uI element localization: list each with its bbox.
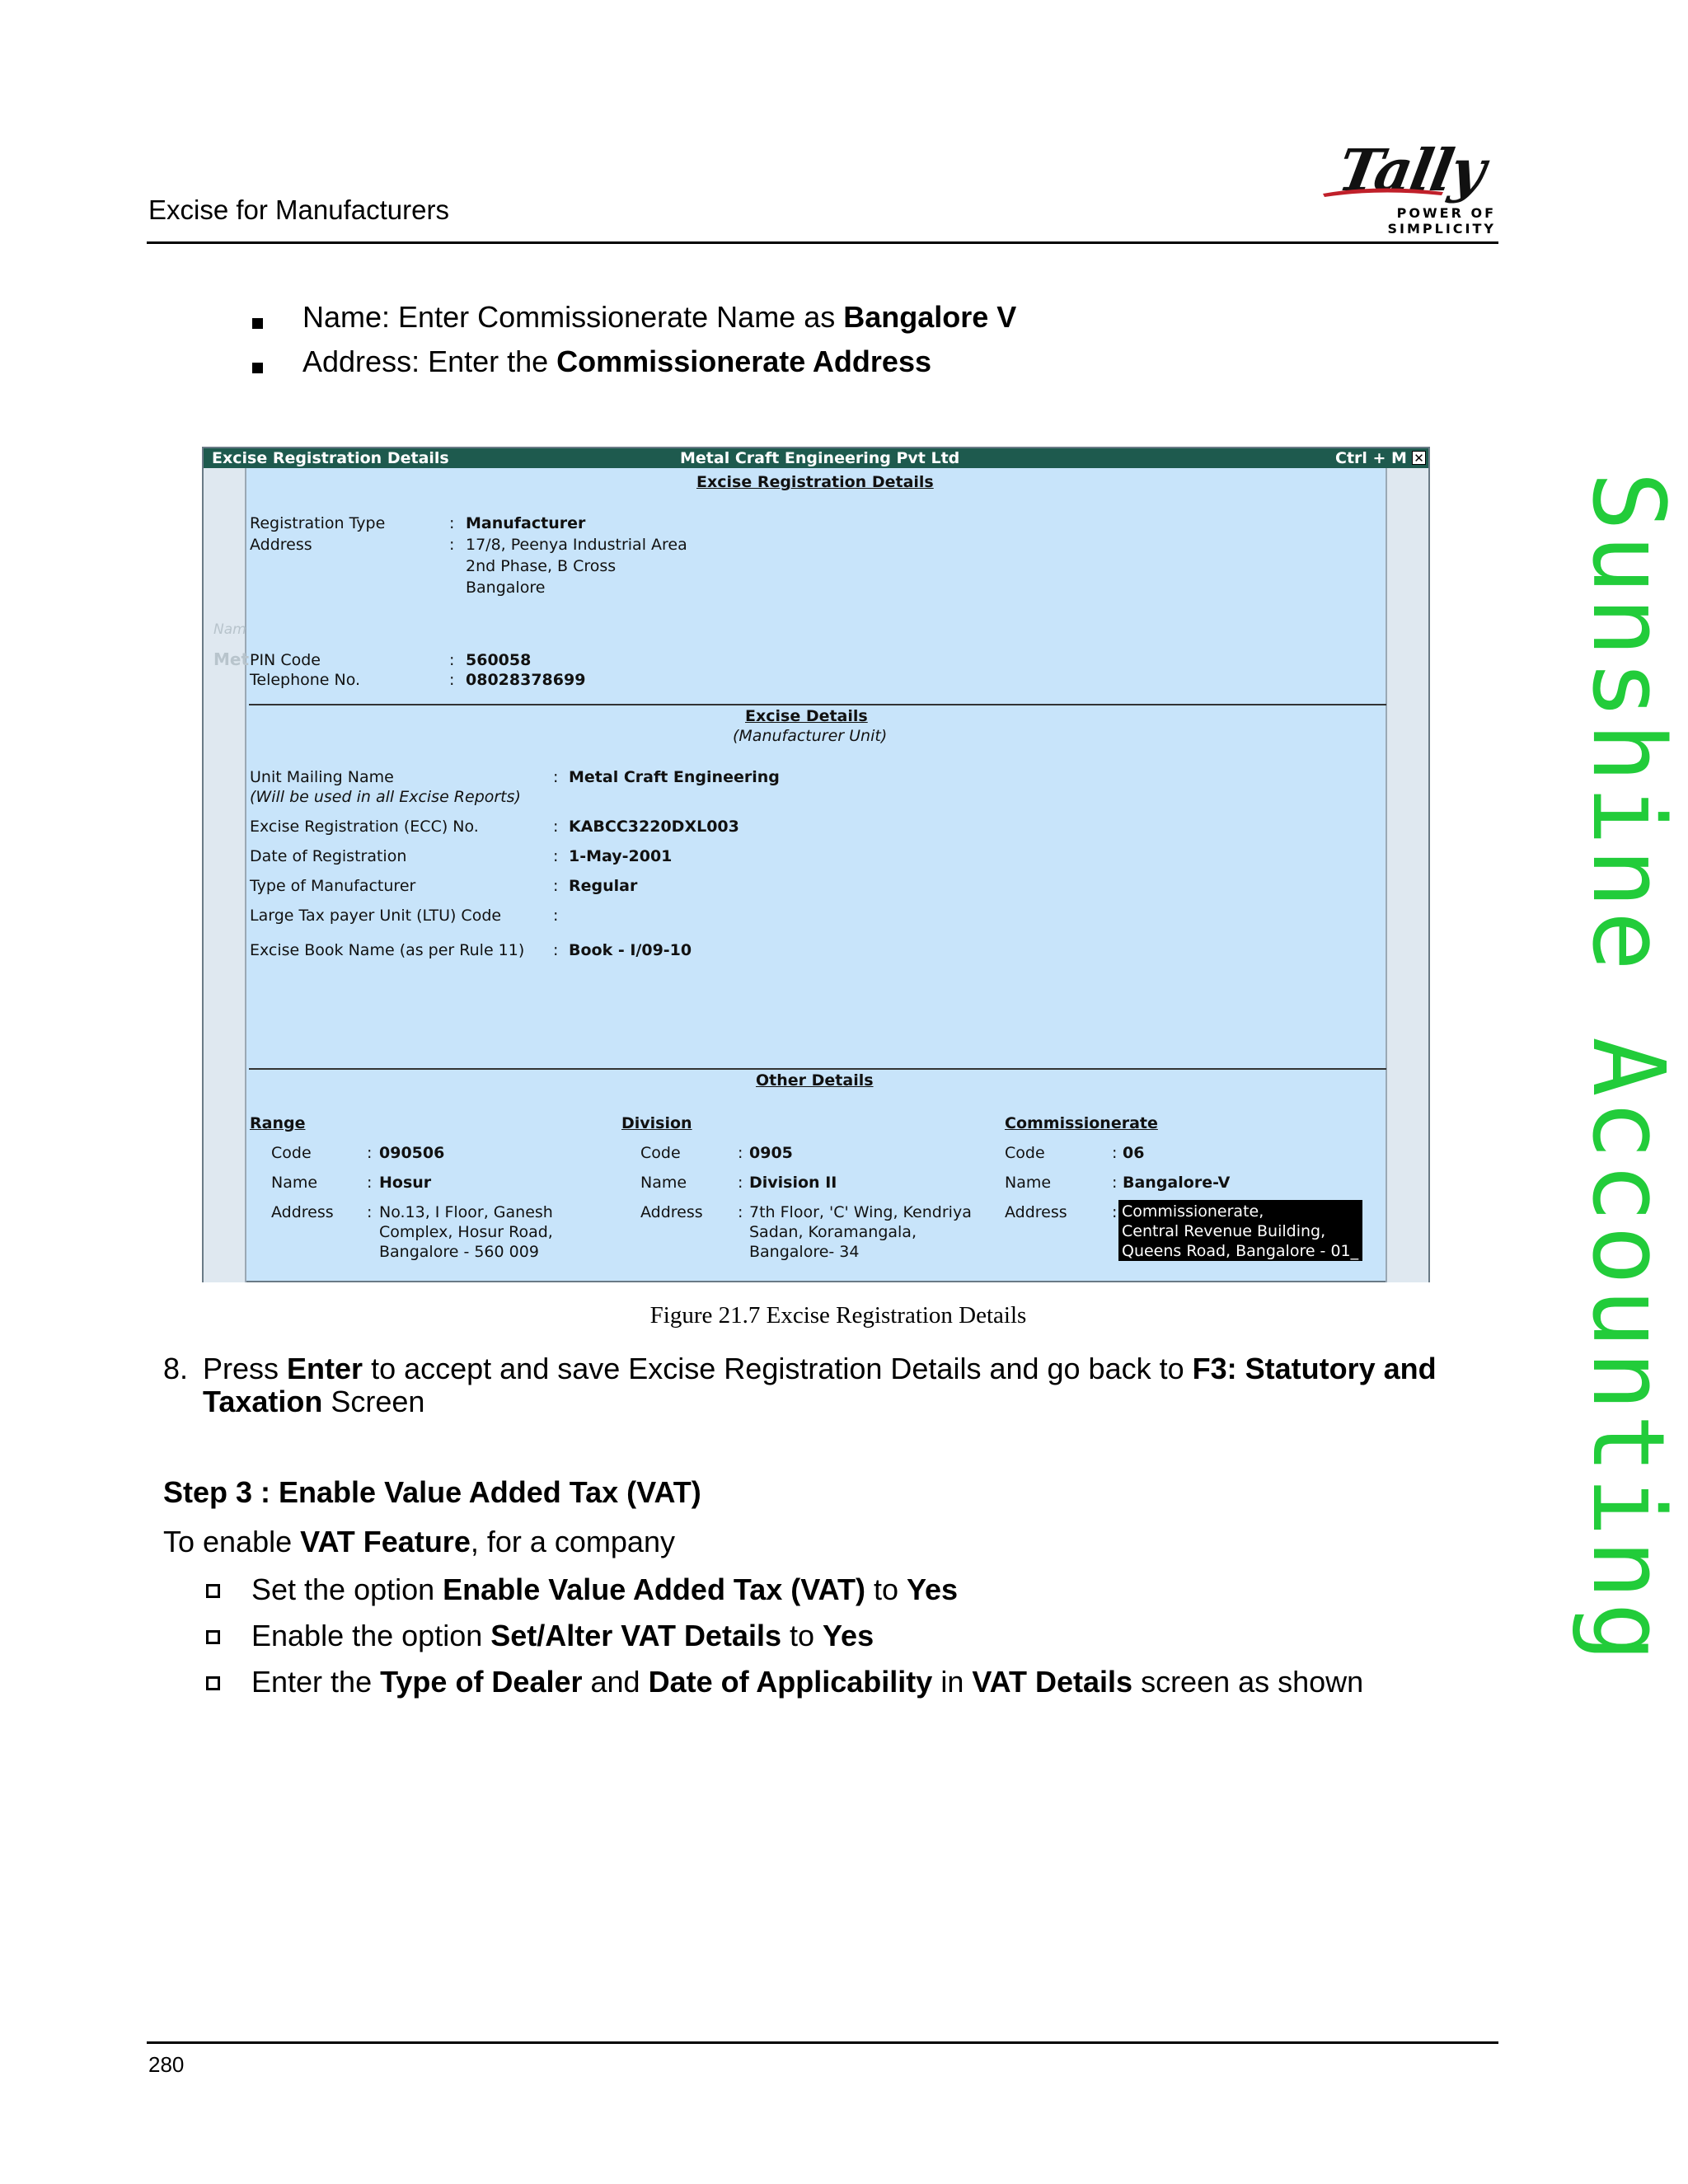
- left-panel: [204, 468, 250, 1282]
- step-3-heading: Step 3 : Enable Value Added Tax (VAT): [163, 1475, 701, 1509]
- other-details-heading: Other Details: [756, 1071, 874, 1090]
- commissionerate-name-value[interactable]: Bangalore-V: [1123, 1174, 1231, 1192]
- division-address-line[interactable]: 7th Floor, 'C' Wing, Kendriya: [749, 1203, 972, 1221]
- bullet-square-icon: [252, 318, 263, 329]
- bullet-hollow-square-icon: [206, 1584, 220, 1598]
- range-address-line[interactable]: Complex, Hosur Road,: [379, 1223, 553, 1241]
- excise-registration-screen: Excise Registration Details Metal Craft Engineering Pvt Ltd Ctrl + M ✕ Nam Met Excise Registration Details Registration Type : Manufacturer Address : 17/8, Peenya Industrial Area 2nd Phase, B Cross Bangalore PIN Code : 560058 Telephone No. : 08028378699 Excise Details (Manufacturer Unit) Unit Mailing Name : Metal Craft Engineering (Will be used in all Excise Reports) Excise Registration (ECC) No. : KABCC3220DXL003 Date of Registration : 1-May-2001 Type of Manufacturer : Regular Large Tax payer Unit (LTU) Code : Excise Book Name (as per Rule 11) : Book - I/09-10 Other Details Range Code : 090506 Name : Hosur Address : No.13, I Floor, Ganesh Complex, Hosur Road, Bangalore - 560 009 Division Code : 0905 Name : Division II Address : 7th Floor, 'C' Wing, Kendriya Sadan, Koramangala, Bangalore- 34 Commissionerate Code : 06 Name : Bangalore-V Address : Commissionerate, Central Revenue Building, Queens Road, Bangalore - 01_: [202, 447, 1430, 1282]
- division-name-label: Name: [640, 1174, 687, 1192]
- pin-code-label: PIN Code: [250, 651, 321, 669]
- vat-bullet: Enable the option Set/Alter VAT Details to Yes: [251, 1619, 874, 1652]
- range-heading: Range: [250, 1114, 306, 1132]
- tally-logo: [1290, 136, 1496, 237]
- screen-company-name: Metal Craft Engineering Pvt Ltd: [680, 449, 960, 467]
- date-of-registration-label: Date of Registration: [250, 847, 407, 865]
- range-address-line[interactable]: No.13, I Floor, Ganesh: [379, 1203, 553, 1221]
- type-of-manufacturer-value[interactable]: Regular: [569, 877, 638, 895]
- bullet-address: Address: Enter the Commissionerate Address: [302, 344, 931, 378]
- ecc-number-label: Excise Registration (ECC) No.: [250, 818, 479, 836]
- excise-details-subheading: (Manufacturer Unit): [733, 727, 888, 745]
- document-header-title: Excise for Manufacturers: [148, 194, 449, 225]
- vat-bullet: Set the option Enable Value Added Tax (VAT) to Yes: [251, 1572, 959, 1606]
- watermark: Sunshine Accounting: [1570, 471, 1685, 1666]
- ecc-number-value[interactable]: KABCC3220DXL003: [569, 818, 739, 836]
- division-address-line[interactable]: Sadan, Koramangala,: [749, 1223, 917, 1241]
- range-address-line[interactable]: Bangalore - 560 009: [379, 1243, 539, 1261]
- division-code-label: Code: [640, 1144, 681, 1162]
- unit-mailing-name-label: Unit Mailing Name: [250, 768, 394, 786]
- commissionerate-name-label: Name: [1005, 1174, 1052, 1192]
- bullet-square-icon: [252, 363, 263, 373]
- range-code-label: Code: [271, 1144, 312, 1162]
- division-address-line[interactable]: Bangalore- 34: [749, 1243, 860, 1261]
- unit-mailing-name-value[interactable]: Metal Craft Engineering: [569, 768, 780, 786]
- commissionerate-heading: Commissionerate: [1005, 1114, 1158, 1132]
- figure-caption: Figure 21.7 Excise Registration Details: [649, 1302, 1027, 1329]
- logo-wordmark: Tally: [1333, 136, 1489, 204]
- logo-swoosh-icon: [1321, 185, 1445, 199]
- ghost-company-label: Met: [213, 649, 250, 669]
- page-number: 280: [148, 2052, 185, 2077]
- ghost-name-label: Nam: [213, 621, 246, 638]
- range-name-value[interactable]: Hosur: [379, 1174, 432, 1192]
- registration-type-label: Registration Type: [250, 514, 386, 532]
- bullet-hollow-square-icon: [206, 1630, 220, 1644]
- telephone-value[interactable]: 08028378699: [466, 671, 586, 689]
- screen-title-left: Excise Registration Details: [212, 449, 449, 467]
- logo-tagline: POWER OF SIMPLICITY: [1387, 205, 1496, 237]
- address-line[interactable]: Bangalore: [466, 579, 546, 597]
- bullet-hollow-square-icon: [206, 1676, 220, 1690]
- step-8-text: Press Enter to accept and save Excise Registration Details and go back to F3: Statutory and: [203, 1352, 1437, 1385]
- division-address-label: Address: [640, 1203, 703, 1221]
- address-label: Address: [250, 536, 312, 554]
- telephone-label: Telephone No.: [250, 671, 361, 689]
- commissionerate-code-value[interactable]: 06: [1123, 1144, 1145, 1162]
- range-code-value[interactable]: 090506: [379, 1144, 445, 1162]
- step-8-text-line2: Taxation Screen: [203, 1385, 425, 1418]
- division-code-value[interactable]: 0905: [749, 1144, 793, 1162]
- vat-bullet: Enter the Type of Dealer and Date of Applicability in VAT Details screen as shown: [251, 1665, 1364, 1699]
- pin-code-value[interactable]: 560058: [466, 651, 532, 669]
- ltu-code-label: Large Tax payer Unit (LTU) Code: [250, 907, 502, 925]
- commissionerate-address-input[interactable]: Commissionerate, Central Revenue Building, Queens Road, Bangalore - 01_: [1118, 1200, 1362, 1261]
- excise-details-heading: Excise Details: [745, 707, 868, 725]
- step-8-number: 8.: [163, 1352, 189, 1385]
- address-line[interactable]: 2nd Phase, B Cross: [466, 557, 617, 575]
- bullet-name: Name: Enter Commissionerate Name as Bangalore V: [302, 300, 1017, 334]
- type-of-manufacturer-label: Type of Manufacturer: [250, 877, 416, 895]
- excise-book-name-label: Excise Book Name (as per Rule 11): [250, 941, 525, 959]
- excise-book-name-value[interactable]: Book - I/09-10: [569, 941, 692, 959]
- division-heading: Division: [621, 1114, 692, 1132]
- registration-type-value[interactable]: Manufacturer: [466, 514, 586, 532]
- division-name-value[interactable]: Division II: [749, 1174, 837, 1192]
- unit-mailing-note: (Will be used in all Excise Reports): [250, 788, 521, 806]
- address-line[interactable]: 17/8, Peenya Industrial Area: [466, 536, 687, 554]
- registration-heading: Excise Registration Details: [696, 473, 934, 491]
- commissionerate-address-label: Address: [1005, 1203, 1067, 1221]
- close-icon[interactable]: ✕: [1412, 451, 1426, 465]
- commissionerate-code-label: Code: [1005, 1144, 1045, 1162]
- header-divider: [147, 241, 1498, 244]
- footer-divider: [147, 2041, 1498, 2044]
- range-name-label: Name: [271, 1174, 318, 1192]
- enable-vat-intro: To enable VAT Feature, for a company: [163, 1525, 675, 1558]
- range-address-label: Address: [271, 1203, 334, 1221]
- date-of-registration-value[interactable]: 1-May-2001: [569, 847, 673, 865]
- screen-title-bar: [204, 448, 1428, 468]
- right-panel: [1386, 468, 1428, 1282]
- screen-shortcut: Ctrl + M: [1335, 449, 1407, 467]
